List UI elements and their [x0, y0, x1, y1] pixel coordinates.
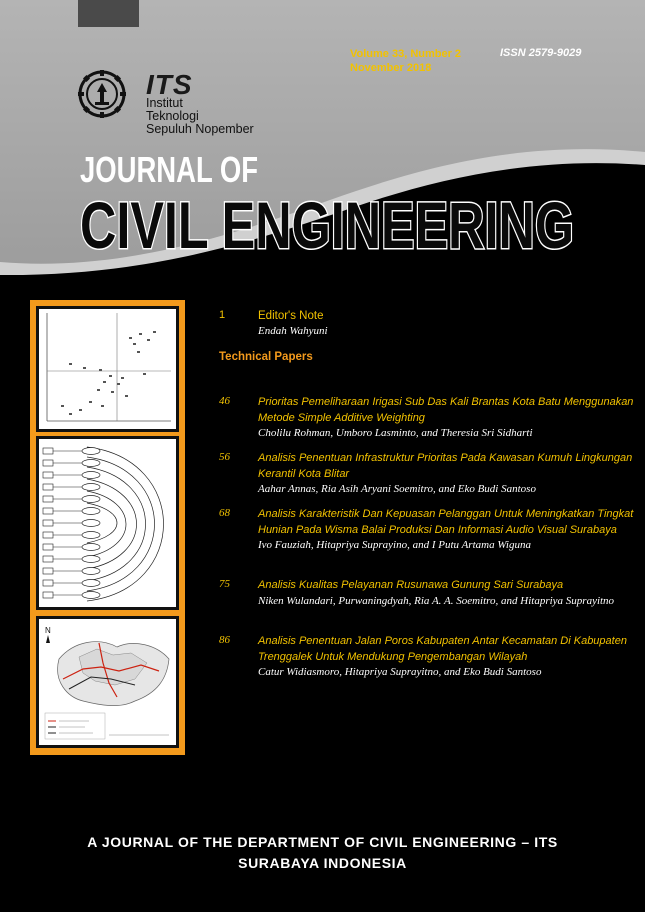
section-heading: Technical Papers — [219, 351, 313, 363]
institution-line-2: Teknologi — [146, 109, 199, 123]
institution-name — [146, 69, 254, 136]
toc-authors: Ivo Fauziah, Hitapriya Suprayino, and I Putu Artama Wiguna — [258, 539, 531, 551]
title-line-1: JOURNAL OF — [80, 150, 258, 190]
figure-scatter-plot — [36, 306, 179, 432]
cover-figures — [30, 300, 185, 755]
toc-title: Prioritas Pemeliharaan Irigasi Sub Das Kali Brantas Kota Batu Menggunakan Metode Simple Additive Weighting — [258, 396, 634, 424]
footer-line-2: SURABAYA INDONESIA — [238, 855, 407, 871]
toc-page-number: 75 — [219, 578, 230, 590]
journal-title — [0, 150, 645, 260]
issue-date: November 2018 — [350, 62, 432, 74]
footer — [0, 832, 645, 874]
toc-page-number: 46 — [219, 395, 230, 407]
toc-page-number: 1 — [219, 309, 226, 321]
figure-path-diagram — [36, 436, 179, 610]
toc-page-number: 86 — [219, 634, 230, 646]
its-logo-icon — [78, 70, 126, 118]
top-tab — [78, 0, 139, 27]
toc-title: Analisis Penentuan Jalan Poros Kabupaten Antar Kecamatan Di Kabupaten Trenggalek Untuk Mendukung Pengembangan Wilayah — [258, 635, 627, 663]
issue-info — [350, 47, 461, 75]
toc-authors: Aahar Annas, Ria Asih Aryani Soemitro, and Eko Budi Santoso — [258, 483, 536, 495]
toc-page-number: 68 — [219, 507, 230, 519]
institution-line-1: Institut — [146, 96, 183, 110]
toc-authors: Catur Widiasmoro, Hitapriya Suprayitno, and Eko Budi Santoso — [258, 666, 542, 678]
volume-number: Volume 33, Number 2 — [350, 48, 462, 60]
toc-author: Endah Wahyuni — [258, 325, 328, 337]
svg-text:N: N — [45, 626, 51, 635]
toc-title: Analisis Karakteristik Dan Kepuasan Pelanggan Untuk Meningkatkan Tingkat Hunian Pada Wisma Balai Produksi Dan Informasi Audio Visual Surabaya — [258, 508, 634, 536]
institution-line-3: Sepuluh Nopember — [146, 122, 254, 136]
toc-title: Analisis Kualitas Pelayanan Rusunawa Gunung Sari Surabaya — [258, 579, 564, 591]
toc-title: Analisis Penentuan Infrastruktur Prioritas Pada Kawasan Kumuh Lingkungan Kerantil Kota Blitar — [258, 452, 633, 480]
issn: ISSN 2579-9029 — [500, 47, 582, 59]
toc-authors: Cholilu Rohman, Umboro Lasminto, and Theresia Sri Sidharti — [258, 427, 533, 439]
title-line-2: CIVIL ENGINEERING — [80, 188, 574, 260]
toc-title: Editor's Note — [258, 310, 324, 322]
figure-map — [36, 616, 179, 748]
footer-line-1: A JOURNAL OF THE DEPARTMENT OF CIVIL ENGINEERING – ITS — [87, 834, 558, 850]
institution-abbr: ITS — [146, 69, 193, 100]
toc-authors: Niken Wulandari, Purwaningdyah, Ria A. A. Soemitro, and Hitapriya Suprayitno — [258, 594, 615, 607]
toc-page-number: 56 — [219, 451, 230, 463]
